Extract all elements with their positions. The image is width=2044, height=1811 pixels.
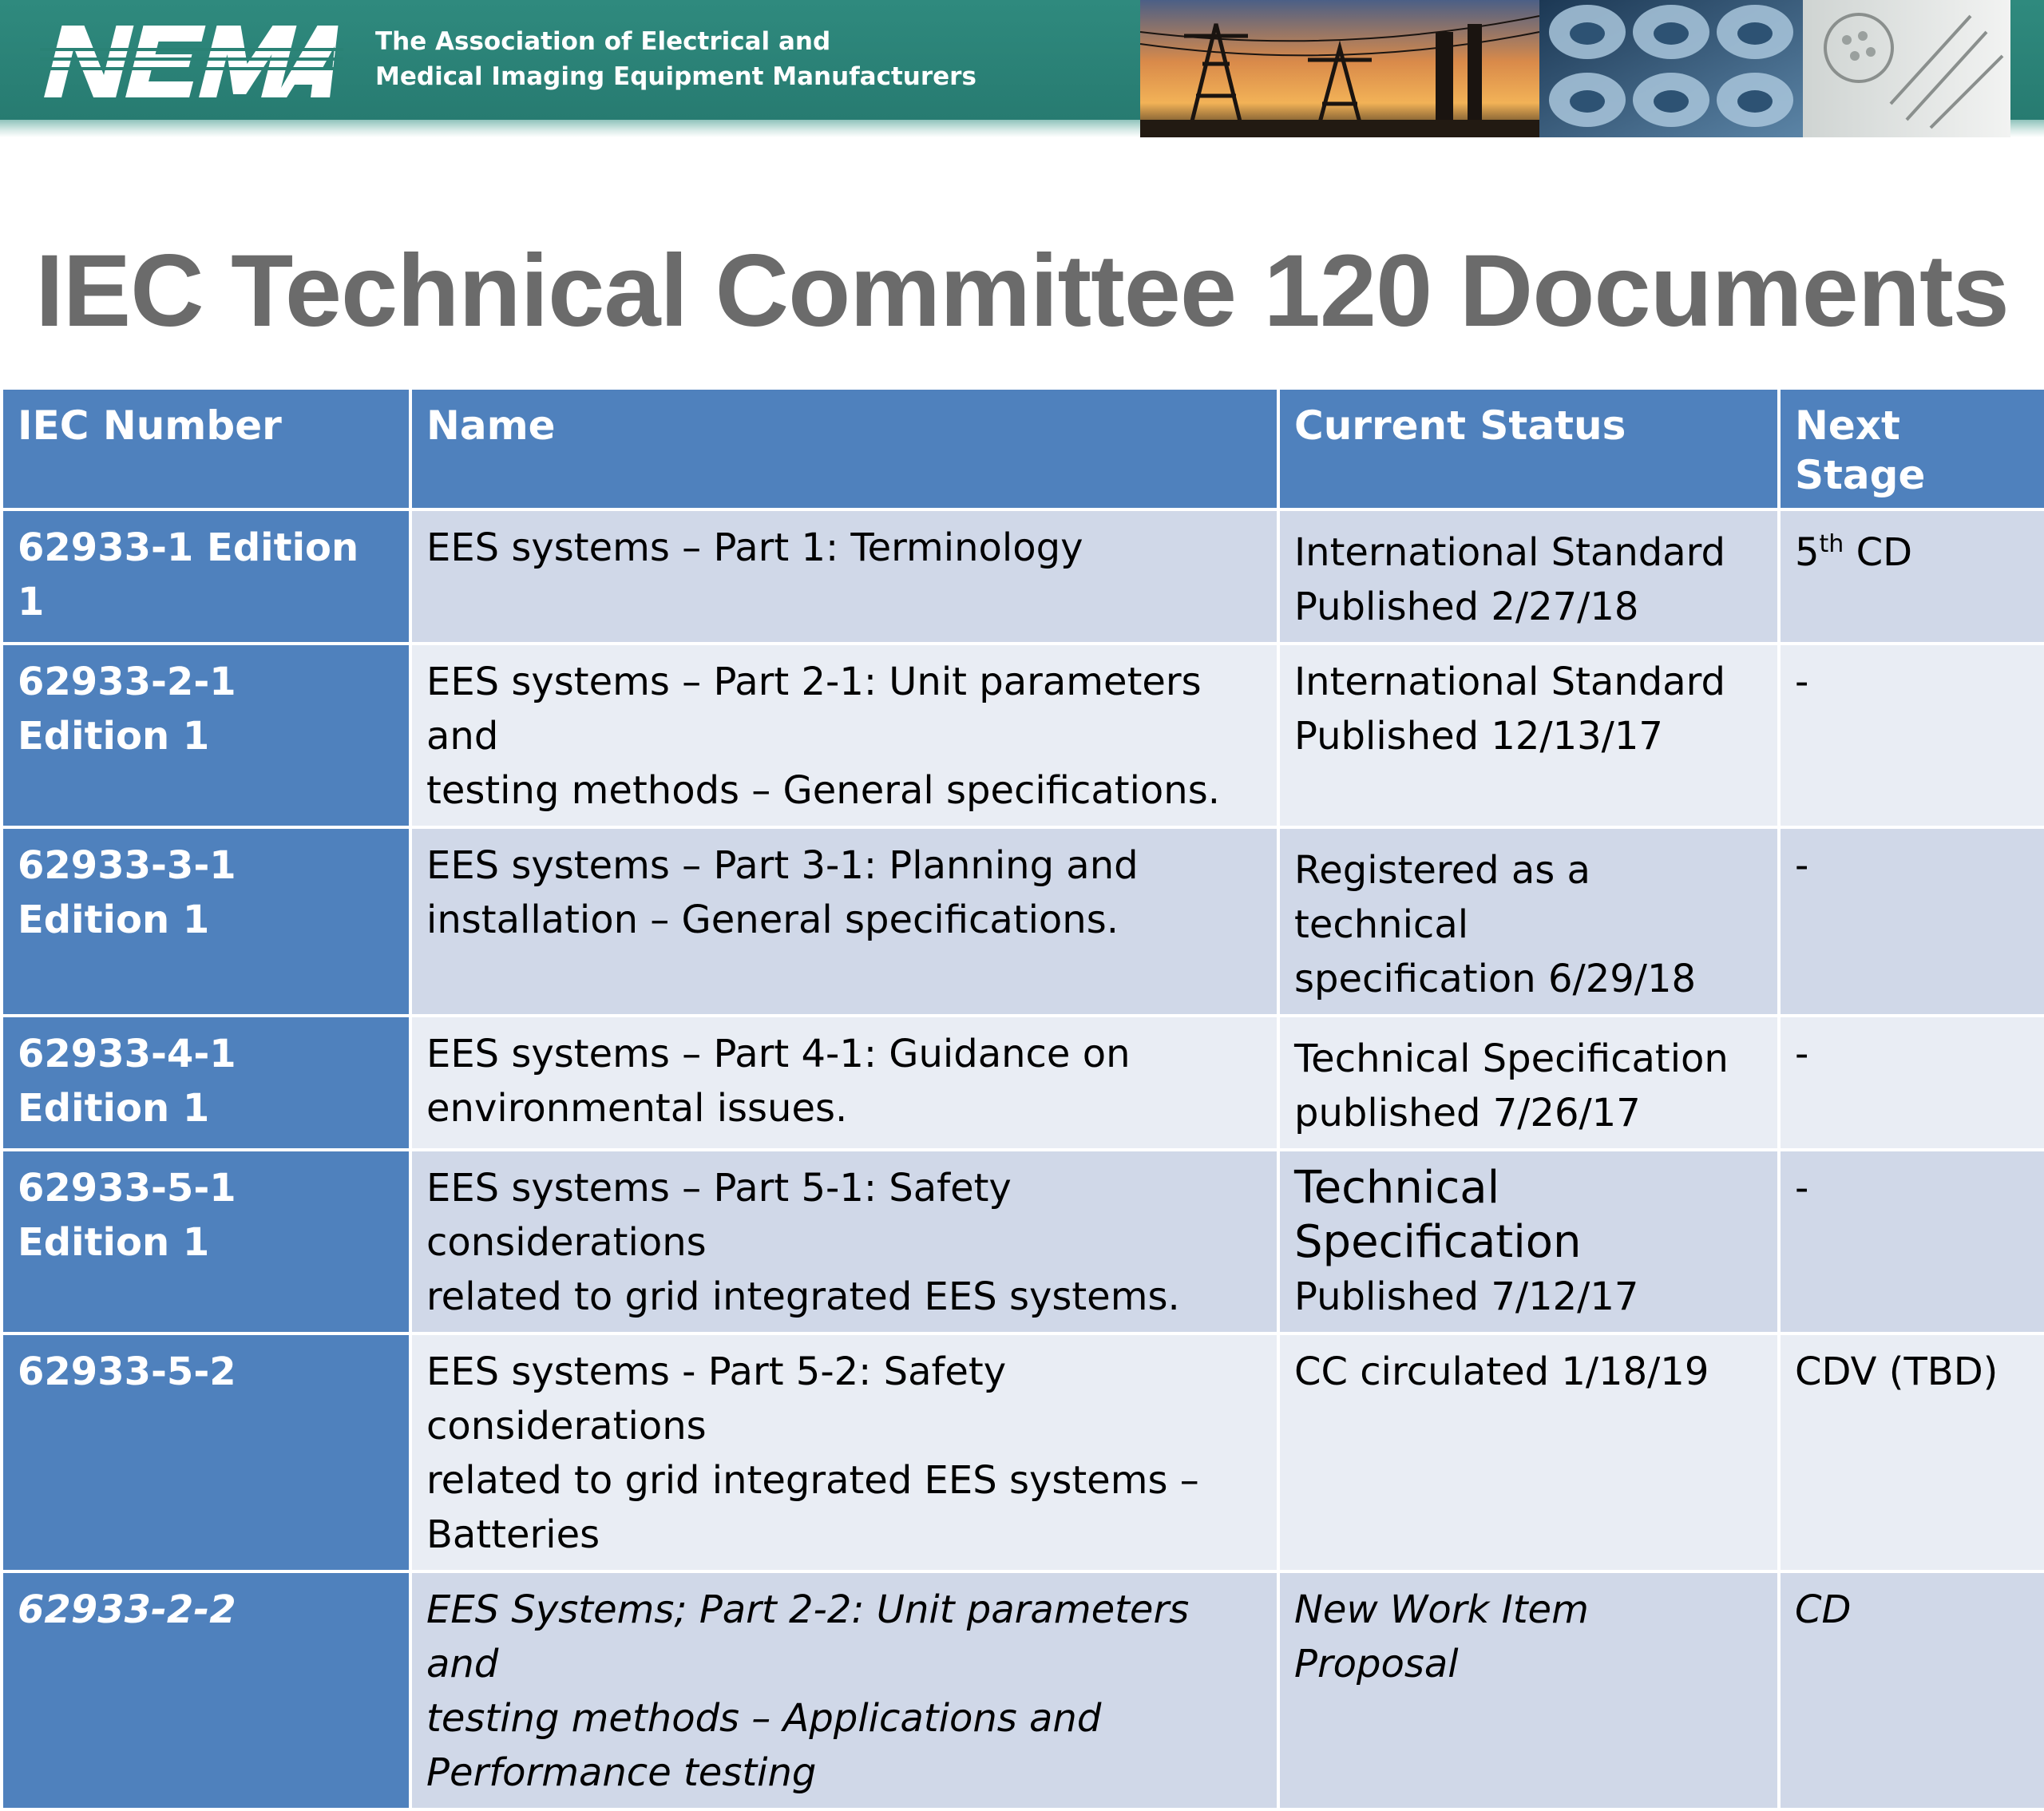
iec-number-cell: 62933-5-1 Edition 1 (2, 1150, 410, 1333)
next-stage-superscript: th (1819, 530, 1844, 558)
nema-logo (40, 18, 343, 105)
status-cell (1278, 644, 1779, 827)
iec-number-cell: 62933-4-1 Edition 1 (2, 1016, 410, 1150)
table-row (2, 1016, 2044, 1150)
status-cell (1278, 1150, 1779, 1333)
name-line: EES Systems; Part 2-2: Unit parameters and (426, 1587, 1190, 1686)
name-line: EES systems – Part 5-1: Safety considerations (426, 1166, 1012, 1265)
name-line: EES systems – Part 3-1: Planning and (426, 843, 1139, 888)
table-row (2, 1571, 2044, 1809)
organization-tagline (375, 24, 976, 94)
next-stage-cell: - (1779, 827, 2044, 1016)
status-line: specification 6/29/18 (1294, 957, 1697, 1001)
documents-table (0, 386, 2044, 1811)
header-next-stage: Next Stage (1779, 388, 2044, 509)
status-cell (1278, 1571, 1779, 1809)
table-header-row (2, 388, 2044, 509)
name-line: EES systems - Part 5-2: Safety considerations (426, 1349, 1007, 1448)
header-current-status: Current Status (1278, 388, 1779, 509)
name-cell (410, 1016, 1278, 1150)
status-cell (1278, 1333, 1779, 1571)
header-photo-collage (1140, 0, 2010, 137)
name-line: Batteries (426, 1512, 600, 1557)
status-line: Published 7/12/17 (1294, 1274, 1639, 1319)
status-cell (1278, 827, 1779, 1016)
name-line: related to grid integrated EES systems – (426, 1458, 1199, 1503)
status-line: Published 12/13/17 (1294, 714, 1663, 759)
name-line: EES systems – Part 1: Terminology (426, 525, 1083, 570)
status-line: International Standard (1294, 530, 1725, 575)
table-row (2, 644, 2044, 827)
name-cell (410, 827, 1278, 1016)
table-row (2, 1333, 2044, 1571)
status-line: Technical Specification (1294, 1036, 1729, 1081)
table-row (2, 1150, 2044, 1333)
name-cell (410, 1333, 1278, 1571)
table-row (2, 509, 2044, 644)
name-cell (410, 1571, 1278, 1809)
status-cell (1278, 1016, 1779, 1150)
name-cell (410, 1150, 1278, 1333)
name-cell (410, 644, 1278, 827)
table-row (2, 827, 2044, 1016)
iec-number-cell: 62933-2-1 Edition 1 (2, 644, 410, 827)
next-stage-cell: CD (1779, 1571, 2044, 1809)
header-name: Name (410, 388, 1278, 509)
header-iec-number: IEC Number (2, 388, 410, 509)
name-line: testing methods – General specifications. (426, 768, 1220, 813)
name-line: installation – General specifications. (426, 898, 1119, 942)
status-line: CC circulated 1/18/19 (1294, 1349, 1709, 1394)
status-line: published 7/26/17 (1294, 1091, 1641, 1135)
next-stage-rest: CD (1844, 530, 1913, 575)
tagline-line-1: The Association of Electrical and (375, 27, 831, 56)
iec-number-cell: 62933-5-2 (2, 1333, 410, 1571)
status-line: Registered as a technical (1294, 848, 1590, 947)
tagline-line-2: Medical Imaging Equipment Manufacturers (375, 62, 976, 91)
name-line: environmental issues. (426, 1086, 848, 1131)
iec-number-cell: 62933-3-1 Edition 1 (2, 827, 410, 1016)
iec-number-cell: 62933-1 Edition 1 (2, 509, 410, 644)
next-stage-ordinal: 5 (1795, 530, 1820, 575)
next-stage-cell: - (1779, 1150, 2044, 1333)
status-line: New Work Item Proposal (1294, 1587, 1589, 1686)
next-stage-cell: - (1779, 644, 2044, 827)
next-stage-cell: CDV (TBD) (1779, 1333, 2044, 1571)
name-line: EES systems – Part 4-1: Guidance on (426, 1032, 1131, 1076)
next-stage-cell (1779, 509, 2044, 644)
name-line: related to grid integrated EES systems. (426, 1274, 1180, 1319)
page-title: IEC Technical Committee 120 Documents (35, 234, 2009, 348)
name-cell (410, 509, 1278, 644)
name-line: Performance testing (426, 1750, 817, 1795)
status-line: International Standard (1294, 660, 1725, 704)
status-line: Published 2/27/18 (1294, 585, 1639, 629)
name-line: testing methods – Applications and (426, 1696, 1102, 1741)
name-line: EES systems – Part 2-1: Unit parameters and (426, 660, 1202, 759)
status-line: Technical Specification (1294, 1162, 1582, 1268)
status-cell (1278, 509, 1779, 644)
iec-number-cell: 62933-2-2 (2, 1571, 410, 1809)
next-stage-cell: - (1779, 1016, 2044, 1150)
